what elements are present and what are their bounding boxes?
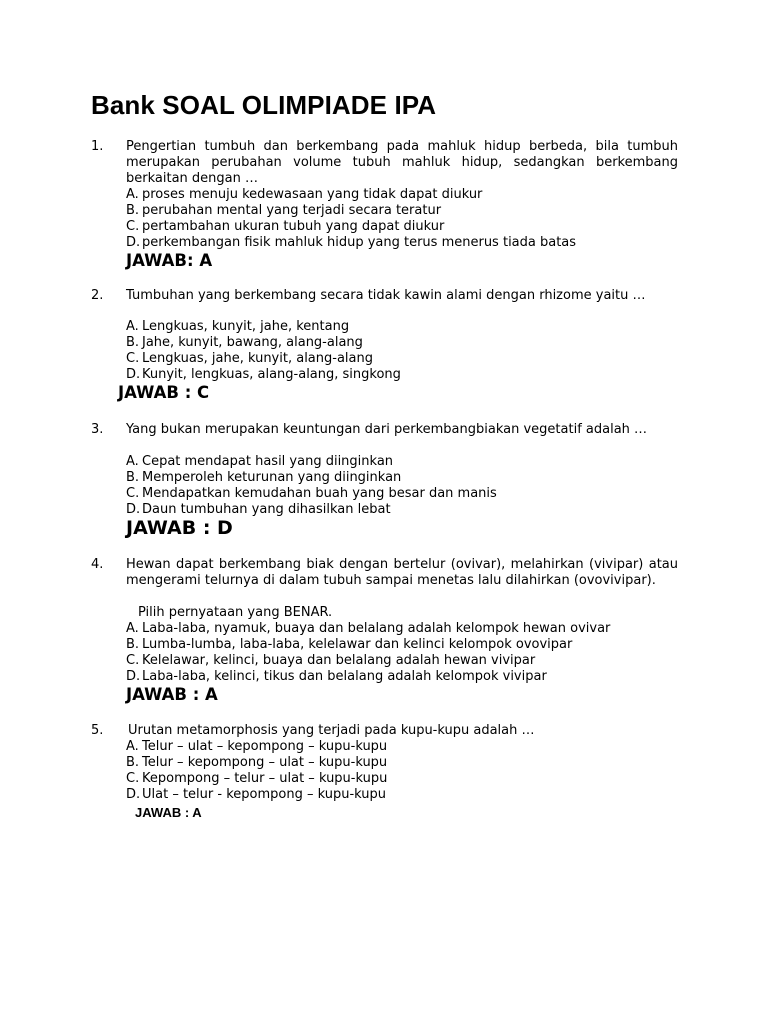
option-list	[126, 621, 686, 685]
option-letter: C.	[126, 219, 140, 234]
option-text: Ulat – telur - kepompong – kupu-kupu	[142, 787, 387, 802]
option-letter: C.	[126, 351, 140, 366]
answer-key: JAWAB : C	[118, 383, 210, 402]
question-number: 2.	[91, 288, 104, 303]
option-text: Lengkuas, kunyit, jahe, kentang	[142, 319, 350, 334]
option-letter: D.	[126, 235, 141, 250]
option-a	[126, 187, 686, 203]
question-number: 4.	[91, 557, 104, 572]
option-text: Laba-laba, kelinci, tikus dan belalang adalah kelompok vivipar	[142, 669, 547, 684]
option-text: Jahe, kunyit, bawang, alang-alang	[142, 335, 363, 350]
option-text: Cepat mendapat hasil yang diinginkan	[142, 454, 394, 469]
option-letter: B.	[126, 637, 140, 652]
option-letter: B.	[126, 203, 140, 218]
option-c	[126, 486, 686, 502]
option-a	[126, 739, 686, 755]
option-b	[126, 203, 686, 219]
answer-key: JAWAB: A	[126, 251, 213, 270]
option-letter: A.	[126, 454, 139, 469]
question-number: 3.	[91, 422, 104, 437]
option-letter: A.	[126, 187, 139, 202]
option-b	[126, 335, 686, 351]
option-a	[126, 319, 686, 335]
option-letter: B.	[126, 335, 140, 350]
option-letter: D.	[126, 669, 141, 684]
answer-key: JAWAB : A	[135, 805, 202, 820]
option-text: Lengkuas, jahe, kunyit, alang-alang	[142, 351, 373, 366]
option-d	[126, 367, 686, 383]
option-text: Kepompong – telur – ulat – kupu-kupu	[142, 771, 388, 786]
option-letter: D.	[126, 502, 141, 517]
question-stem: Yang bukan merupakan keuntungan dari perkembangbiakan vegetatif adalah …	[126, 422, 648, 437]
question-stem: Tumbuhan yang berkembang secara tidak kawin alami dengan rhizome yaitu …	[126, 288, 646, 303]
option-letter: D.	[126, 367, 141, 382]
option-letter: C.	[126, 486, 140, 501]
option-text: pertambahan ukuran tubuh yang dapat diukur	[142, 219, 445, 234]
option-letter: A.	[126, 319, 139, 334]
option-text: proses menuju kedewasaan yang tidak dapat diukur	[142, 187, 483, 202]
option-text: Laba-laba, nyamuk, buaya dan belalang adalah kelompok hewan ovivar	[142, 621, 611, 636]
option-a	[126, 454, 686, 470]
option-c	[126, 351, 686, 367]
option-text: Kelelawar, kelinci, buaya dan belalang adalah hewan vivipar	[142, 653, 536, 668]
option-text: Memperoleh keturunan yang diinginkan	[142, 470, 402, 485]
answer-key: JAWAB : D	[126, 517, 233, 539]
option-a	[126, 621, 686, 637]
option-text: Kunyit, lengkuas, alang-alang, singkong	[142, 367, 401, 382]
option-letter: C.	[126, 771, 140, 786]
answer-key: JAWAB : A	[126, 685, 218, 704]
question-number: 1.	[91, 139, 104, 154]
option-c	[126, 219, 686, 235]
option-text: perubahan mental yang terjadi secara teratur	[142, 203, 442, 218]
option-c	[126, 771, 686, 787]
option-list	[126, 319, 686, 383]
question-stem: Urutan metamorphosis yang terjadi pada kupu-kupu adalah …	[128, 723, 535, 738]
option-list	[126, 454, 686, 518]
option-letter: C.	[126, 653, 140, 668]
option-list	[126, 739, 686, 803]
option-text: Telur – kepompong – ulat – kupu-kupu	[142, 755, 388, 770]
option-d	[126, 502, 686, 518]
option-letter: B.	[126, 755, 140, 770]
option-letter: A.	[126, 621, 139, 636]
option-b	[126, 755, 686, 771]
option-b	[126, 470, 686, 486]
page-title: Bank SOAL OLIMPIADE IPA	[91, 90, 437, 120]
question-stem: Pengertian tumbuh dan berkembang pada mahluk hidup berbeda, bila tumbuh merupakan perubahan volume tubuh mahluk hidup, sedangkan berkembang berkaitan dengan …	[126, 139, 678, 186]
option-text: Lumba-lumba, laba-laba, kelelawar dan kelinci kelompok ovovipar	[142, 637, 573, 652]
option-text: Daun tumbuhan yang dihasilkan lebat	[142, 502, 391, 517]
option-letter: A.	[126, 739, 139, 754]
option-text: Mendapatkan kemudahan buah yang besar dan manis	[142, 486, 497, 501]
option-c	[126, 653, 686, 669]
question-number: 5.	[91, 723, 104, 738]
option-list	[126, 187, 686, 251]
option-text: perkembangan fisik mahluk hidup yang terus menerus tiada batas	[142, 235, 577, 250]
option-text: Telur – ulat – kepompong – kupu-kupu	[142, 739, 388, 754]
option-letter: D.	[126, 787, 141, 802]
option-d	[126, 235, 686, 251]
option-d	[126, 787, 686, 803]
option-b	[126, 637, 686, 653]
question-stem: Hewan dapat berkembang biak dengan bertelur (ovivar), melahirkan (vivipar) atau mengerami telurnya di dalam tubuh sampai menetas lalu dilahirkan (ovovivipar).	[126, 557, 678, 588]
question-instruction: Pilih pernyataan yang BENAR.	[138, 605, 333, 620]
option-d	[126, 669, 686, 685]
option-letter: B.	[126, 470, 140, 485]
